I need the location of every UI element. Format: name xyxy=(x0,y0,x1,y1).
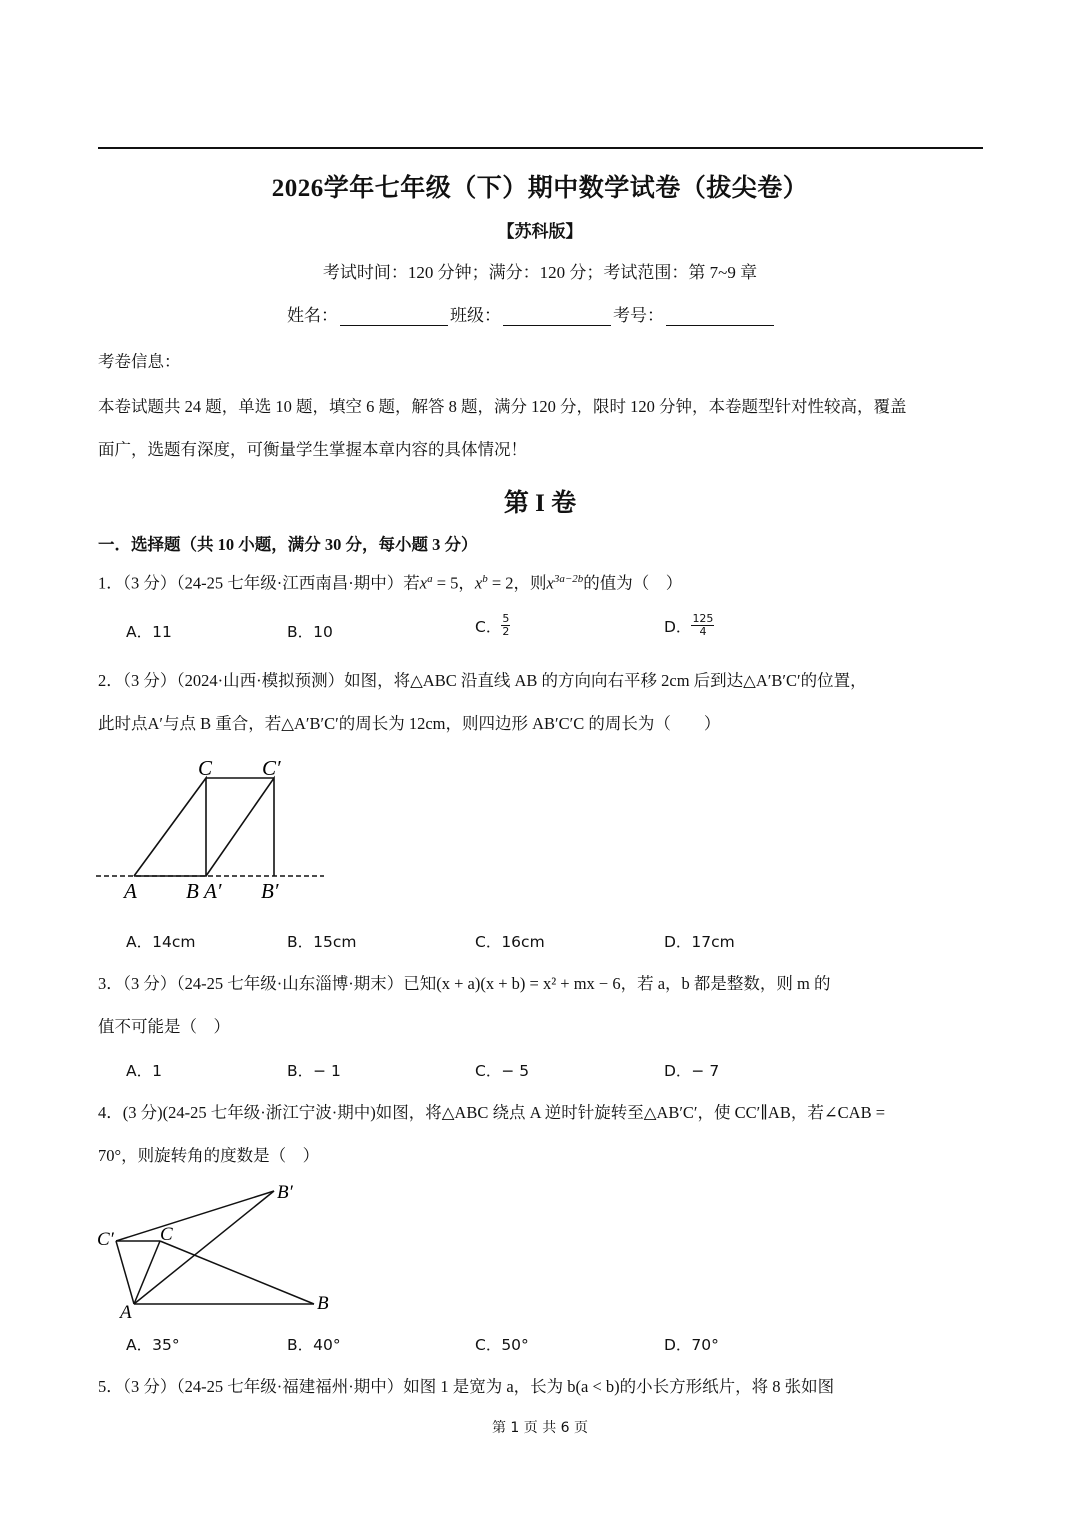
q5-line-1: 5．（3 分）（24-25 七年级·福建福州·期中）如图 1 是宽为 a，长为 b(a < b)的小长方形纸片，将 8 张如图 xyxy=(98,1377,835,1396)
q3-line-1: 3．（3 分）（24-25 七年级·山东淄博·期末）已知(x + a)(x + b) = x² + mx − 6，若 a，b 都是整数，则 m 的 xyxy=(98,974,831,993)
q4-label-c: C xyxy=(160,1224,173,1245)
q1-option-a[interactable]: A．11 xyxy=(126,623,172,641)
id-label: 考号： xyxy=(613,306,664,325)
q2-label-a-prime: A′ xyxy=(204,879,222,903)
student-info-row xyxy=(287,301,776,326)
q3-line-2: 值不可能是（ ） xyxy=(98,1017,230,1036)
q2-option-a[interactable]: A．14cm xyxy=(126,933,196,951)
info-label: 考卷信息： xyxy=(98,352,181,371)
q2-option-b[interactable]: B．15cm xyxy=(287,933,357,951)
page-title: 2026学年七年级（下）期中数学试卷（拔尖卷） xyxy=(271,175,809,202)
q3-option-c[interactable]: C．− 5 xyxy=(475,1062,530,1080)
q2-line-2: 此时点A′与点 B 重合，若△A′B′C′的周长为 12cm，则四边形 AB′C′C 的周长为（ ） xyxy=(98,714,721,733)
q2-option-d[interactable]: D．17cm xyxy=(664,933,735,951)
part-heading: 一．选择题（共 10 小题，满分 30 分，每小题 3 分） xyxy=(98,535,478,554)
q2-label-a: A xyxy=(124,879,137,903)
q4-option-d[interactable]: D．70° xyxy=(664,1336,719,1354)
q2-label-c: C xyxy=(198,756,213,780)
q4-label-c-prime: C′ xyxy=(97,1229,114,1250)
class-blank[interactable] xyxy=(503,305,611,326)
section-title: 第 I 卷 xyxy=(503,490,577,517)
name-label: 姓名： xyxy=(287,306,338,325)
q1-option-c[interactable]: C． $\frac{5}{2}$ xyxy=(475,612,510,638)
class-label: 班级： xyxy=(450,306,501,325)
q4-line-1: 4．(3 分)(24-25 七年级·浙江宁波·期中)如图，将△ABC 绕点 A 逆时针旋转至△AB′C′，使 CC′∥AB，若∠CAB = xyxy=(98,1103,886,1122)
q4-figure xyxy=(96,1180,346,1320)
id-blank[interactable] xyxy=(666,305,774,326)
edition-label: 【苏科版】 xyxy=(497,222,583,241)
q1-option-b[interactable]: B．10 xyxy=(287,623,333,641)
name-blank[interactable] xyxy=(340,305,448,326)
q3-option-d[interactable]: D．− 7 xyxy=(664,1062,720,1080)
exam-meta: 考试时间：120 分钟；满分：120 分；考试范围：第 7~9 章 xyxy=(322,263,758,282)
q4-option-b[interactable]: B．40° xyxy=(287,1336,341,1354)
q4-label-b: B xyxy=(317,1293,329,1314)
q4-option-c[interactable]: C．50° xyxy=(475,1336,529,1354)
q1-option-d[interactable]: D． $\frac{125}{4}$ xyxy=(664,612,714,638)
q2-figure xyxy=(96,752,328,904)
q2-label-b: B xyxy=(186,879,199,903)
q4-label-b-prime: B′ xyxy=(277,1182,293,1203)
q3-option-b[interactable]: B．− 1 xyxy=(287,1062,341,1080)
q2-label-c-prime: C′ xyxy=(262,756,281,780)
q1-stem: 1．（3 分）（24-25 七年级·江西南昌·期中）若$x^a = 5$，$x^b = 2$，则$x^{3a-2b}$的值为（ ） xyxy=(98,573,683,593)
q4-option-a[interactable]: A．35° xyxy=(126,1336,180,1354)
page-footer: 第 1 页 共 6 页 xyxy=(491,1420,589,1436)
q2-option-c[interactable]: C．16cm xyxy=(475,933,545,951)
info-line-2: 面广，选题有深度，可衡量学生掌握本章内容的具体情况！ xyxy=(98,440,527,459)
top-rule xyxy=(98,147,983,149)
q2-line-1: 2．（3 分）（2024·山西·模拟预测）如图，将△ABC 沿直线 AB 的方向向右平移 2cm 后到达△A′B′C′的位置， xyxy=(98,671,867,690)
q1-prefix: 1．（3 分）（24-25 七年级·江西南昌·期中）若 xyxy=(98,573,420,593)
q4-label-a: A xyxy=(120,1302,132,1320)
q3-option-a[interactable]: A．1 xyxy=(126,1062,162,1080)
q4-line-2: 70°，则旋转角的度数是（ ） xyxy=(98,1146,320,1165)
q2-label-b-prime: B′ xyxy=(261,879,279,903)
info-line-1: 本卷试题共 24 题，单选 10 题，填空 6 题，解答 8 题，满分 120 分，限时 120 分钟，本卷题型针对性较高，覆盖 xyxy=(98,397,907,416)
